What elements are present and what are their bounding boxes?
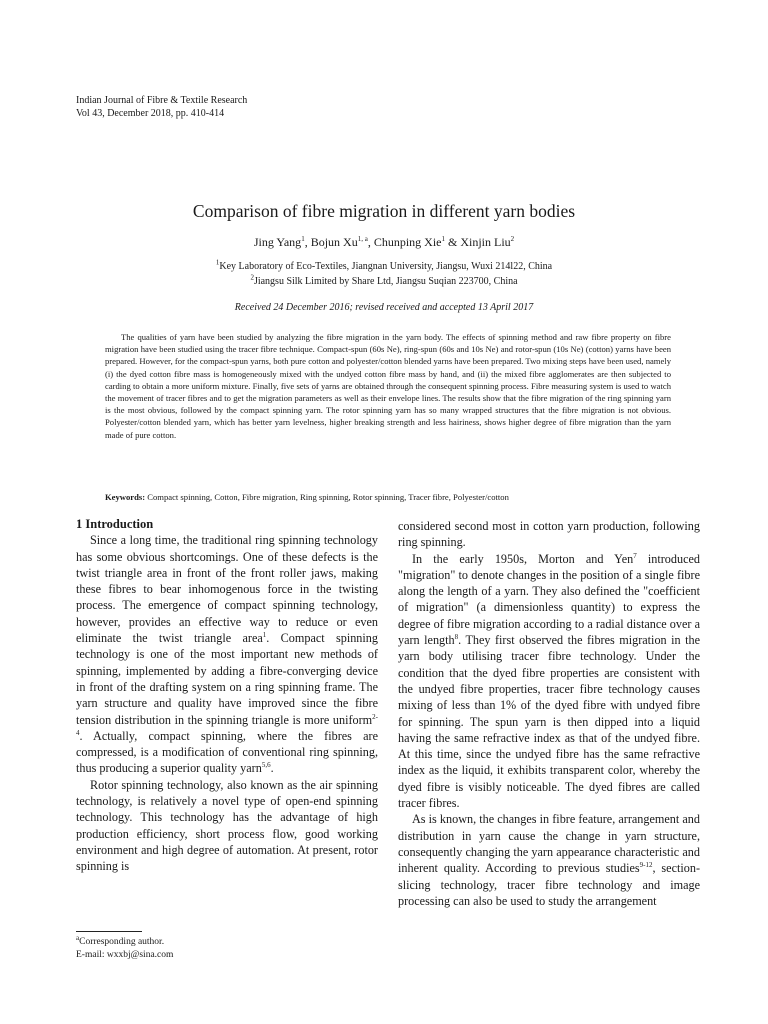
footnote — [76, 933, 174, 962]
paragraph — [398, 551, 700, 812]
author-affil-mark: 1 — [301, 235, 305, 243]
affiliation-text: Jiangsu Silk Limited by Share Ltd, Jiangsu Suqian 223700, China — [253, 276, 518, 287]
author-affil-mark: 1 — [441, 235, 445, 243]
footnote-label: Corresponding author. — [79, 937, 165, 947]
paragraph — [398, 811, 700, 909]
abstract: The qualities of yarn have been studied by analyzing the fibre migration in the yarn body. The effects of spinning method and raw fibre property on fibre migration have been studied using the tracer fibre technique. Compact-spun (60s Ne), ring-spun (60s and 10s Ne) and rotor-spun (10s Ne) (cotton) yarns have been prepared. However, for the compact-spun yarns, both pure cotton and polyester/cotton blended yarns have been prepared. Two mixing steps have been used, namely (i) the dyed cotton fibre mass is homogeneously mixed with the undyed cotton fibre mass by hand, and (ii) the mixed fibre agglomerates are then subjected to carding to obtain a more uniform mixture. Finally, five sets of yarns are obtained through the consequent spinning process. Fibre measuring system is used to watch the movement of tracer fibres and to get the migration parameters as well as their envelope lines. The results show that the fibre migration of the ring spinning yarn is the most obvious, followed by the compact spinning yarn. The rotor spinning yarn has so many wrapped structures that the fibre migration is not obvious. Polyester/cotton blended yarn, which has better yarn levelness, higher breaking strength and less hairiness, shows higher degree of fibre migration than the yarn made of pure cotton. — [105, 332, 671, 440]
author-affil-mark: 1, a — [357, 235, 368, 243]
citation: 9-12 — [639, 861, 653, 870]
affiliation-2 — [0, 275, 768, 288]
paragraph — [76, 532, 378, 776]
journal-volume: Vol 43, December 2018, pp. 410-414 — [76, 108, 225, 119]
paragraph: considered second most in cotton yarn production, following ring spinning. — [398, 519, 700, 550]
paragraph-text: introduced "migration" to denote changes in the position of a single fibre along the length of a yarn. They also defined the "coefficient of migration" (a dimensionless quantity) to express the degree of fibre migration according to a radial distance over a yarn length — [398, 551, 700, 648]
affiliation-1 — [0, 260, 768, 273]
citation: 5,6 — [261, 761, 271, 770]
affiliation-mark: 2 — [250, 273, 254, 282]
column-left — [76, 516, 378, 875]
keywords-text: Compact spinning, Cotton, Fibre migration, Ring spinning, Rotor spinning, Tracer fibre, Polyester/cotton — [145, 492, 509, 502]
footnote-email: E-mail: wxxbj@sina.com — [76, 950, 174, 960]
author-name: Chunping Xie — [373, 235, 442, 249]
journal-header — [76, 94, 247, 120]
paragraph-text: . — [270, 761, 274, 776]
paragraph-text: . Actually, compact spinning, where the fibres are compressed, is a modification of conventional ring spinning, thus producing a superior quality yarn — [76, 728, 378, 776]
paragraph-text: , section-slicing technology, tracer fibre technology and image processing can also be used to study the arrangement — [398, 861, 700, 908]
journal-name: Indian Journal of Fibre & Textile Research — [76, 95, 248, 106]
paper-title: Comparison of fibre migration in different yarn bodies — [192, 201, 576, 221]
affiliation-mark: 1 — [215, 258, 220, 267]
column-right — [398, 518, 700, 909]
author-name: Jing Yang — [253, 235, 302, 249]
paragraph-text: Since a long time, the traditional ring spinning technology has some obvious shortcomings. One of these defects is the twist triangle area in front of the front roller jaws, making these fibres to bear inhomogenous force in the twisting process. The emergence of compact spinning technology, however, provides an effective way to reduce or even eliminate the twist triangle area — [76, 533, 378, 646]
paragraph-text: . Compact spinning technology is one of the most important new methods of spinning, implemented by adding a fibre-converging device in front of the drafting system on a ring spinning frame. The yarn structure and quality have improved since the fibre tension distribution in the spinning triangle is more uniform — [76, 631, 378, 727]
keywords-label: Keywords: — [105, 492, 146, 502]
footnote-rule — [76, 931, 142, 932]
paragraph: Rotor spinning technology, also known as the air spinning technology, is relatively a novel type of open-end spinning technology. This technology has the advantage of high production efficiency, short process flow, good working environment and high degree of automation. At present, rotor spinning is — [76, 777, 378, 874]
citation: 8 — [454, 633, 459, 642]
author-affil-mark: 2 — [510, 235, 515, 243]
footnote-corresponding — [76, 933, 173, 949]
received-dates: Received 24 December 2016; revised received and accepted 13 April 2017 — [234, 302, 534, 313]
author-list: Jing Yang$^1$, Bojun Xu$^{1, a}$, Chunping Xie$^1$ & Xinjin Liu$^2$ — [253, 235, 515, 249]
footnote-mark: a — [76, 933, 80, 942]
paragraph-text: As is known, the changes in fibre feature, arrangement and distribution in yarn cause the change in yarn structure, consequently changing the yarn appearance characteristic and inherent quality. According to previous studies — [398, 812, 700, 876]
citation: 1 — [262, 631, 267, 640]
citation: 7 — [633, 551, 637, 560]
citation: 2-4 — [76, 712, 378, 737]
section-heading: 1 Introduction — [76, 517, 154, 531]
affiliation-text: Key Laboratory of Eco-Textiles, Jiangnan University, Jiangsu, Wuxi 214l22, China — [219, 261, 553, 272]
author-name: Xinjin Liu — [460, 235, 511, 249]
paragraph-text: . They first observed the fibres migration in the yarn body utilising tracer fibre technology. Under the condition that the dyed fibre properties are consistent with the undyed fibre properties, tracer fibre technology causes mixing of less than 1% of the dyed fibre with undyed fibre for spinning. The spun yarn is then dipped into a liquid having the same refractive index as that of the undyed fibre. At this time, since the undyed fibre has the same refractive index as the liquid, it exhibits transparent color, whereby the dyed fibre is visibly noticeable. The dyed fibres are called tracer fibres. — [398, 633, 701, 811]
keywords — [105, 491, 685, 503]
author-name: Bojun Xu — [310, 235, 358, 249]
paragraph-text: In the early 1950s, Morton and Yen — [412, 551, 634, 566]
